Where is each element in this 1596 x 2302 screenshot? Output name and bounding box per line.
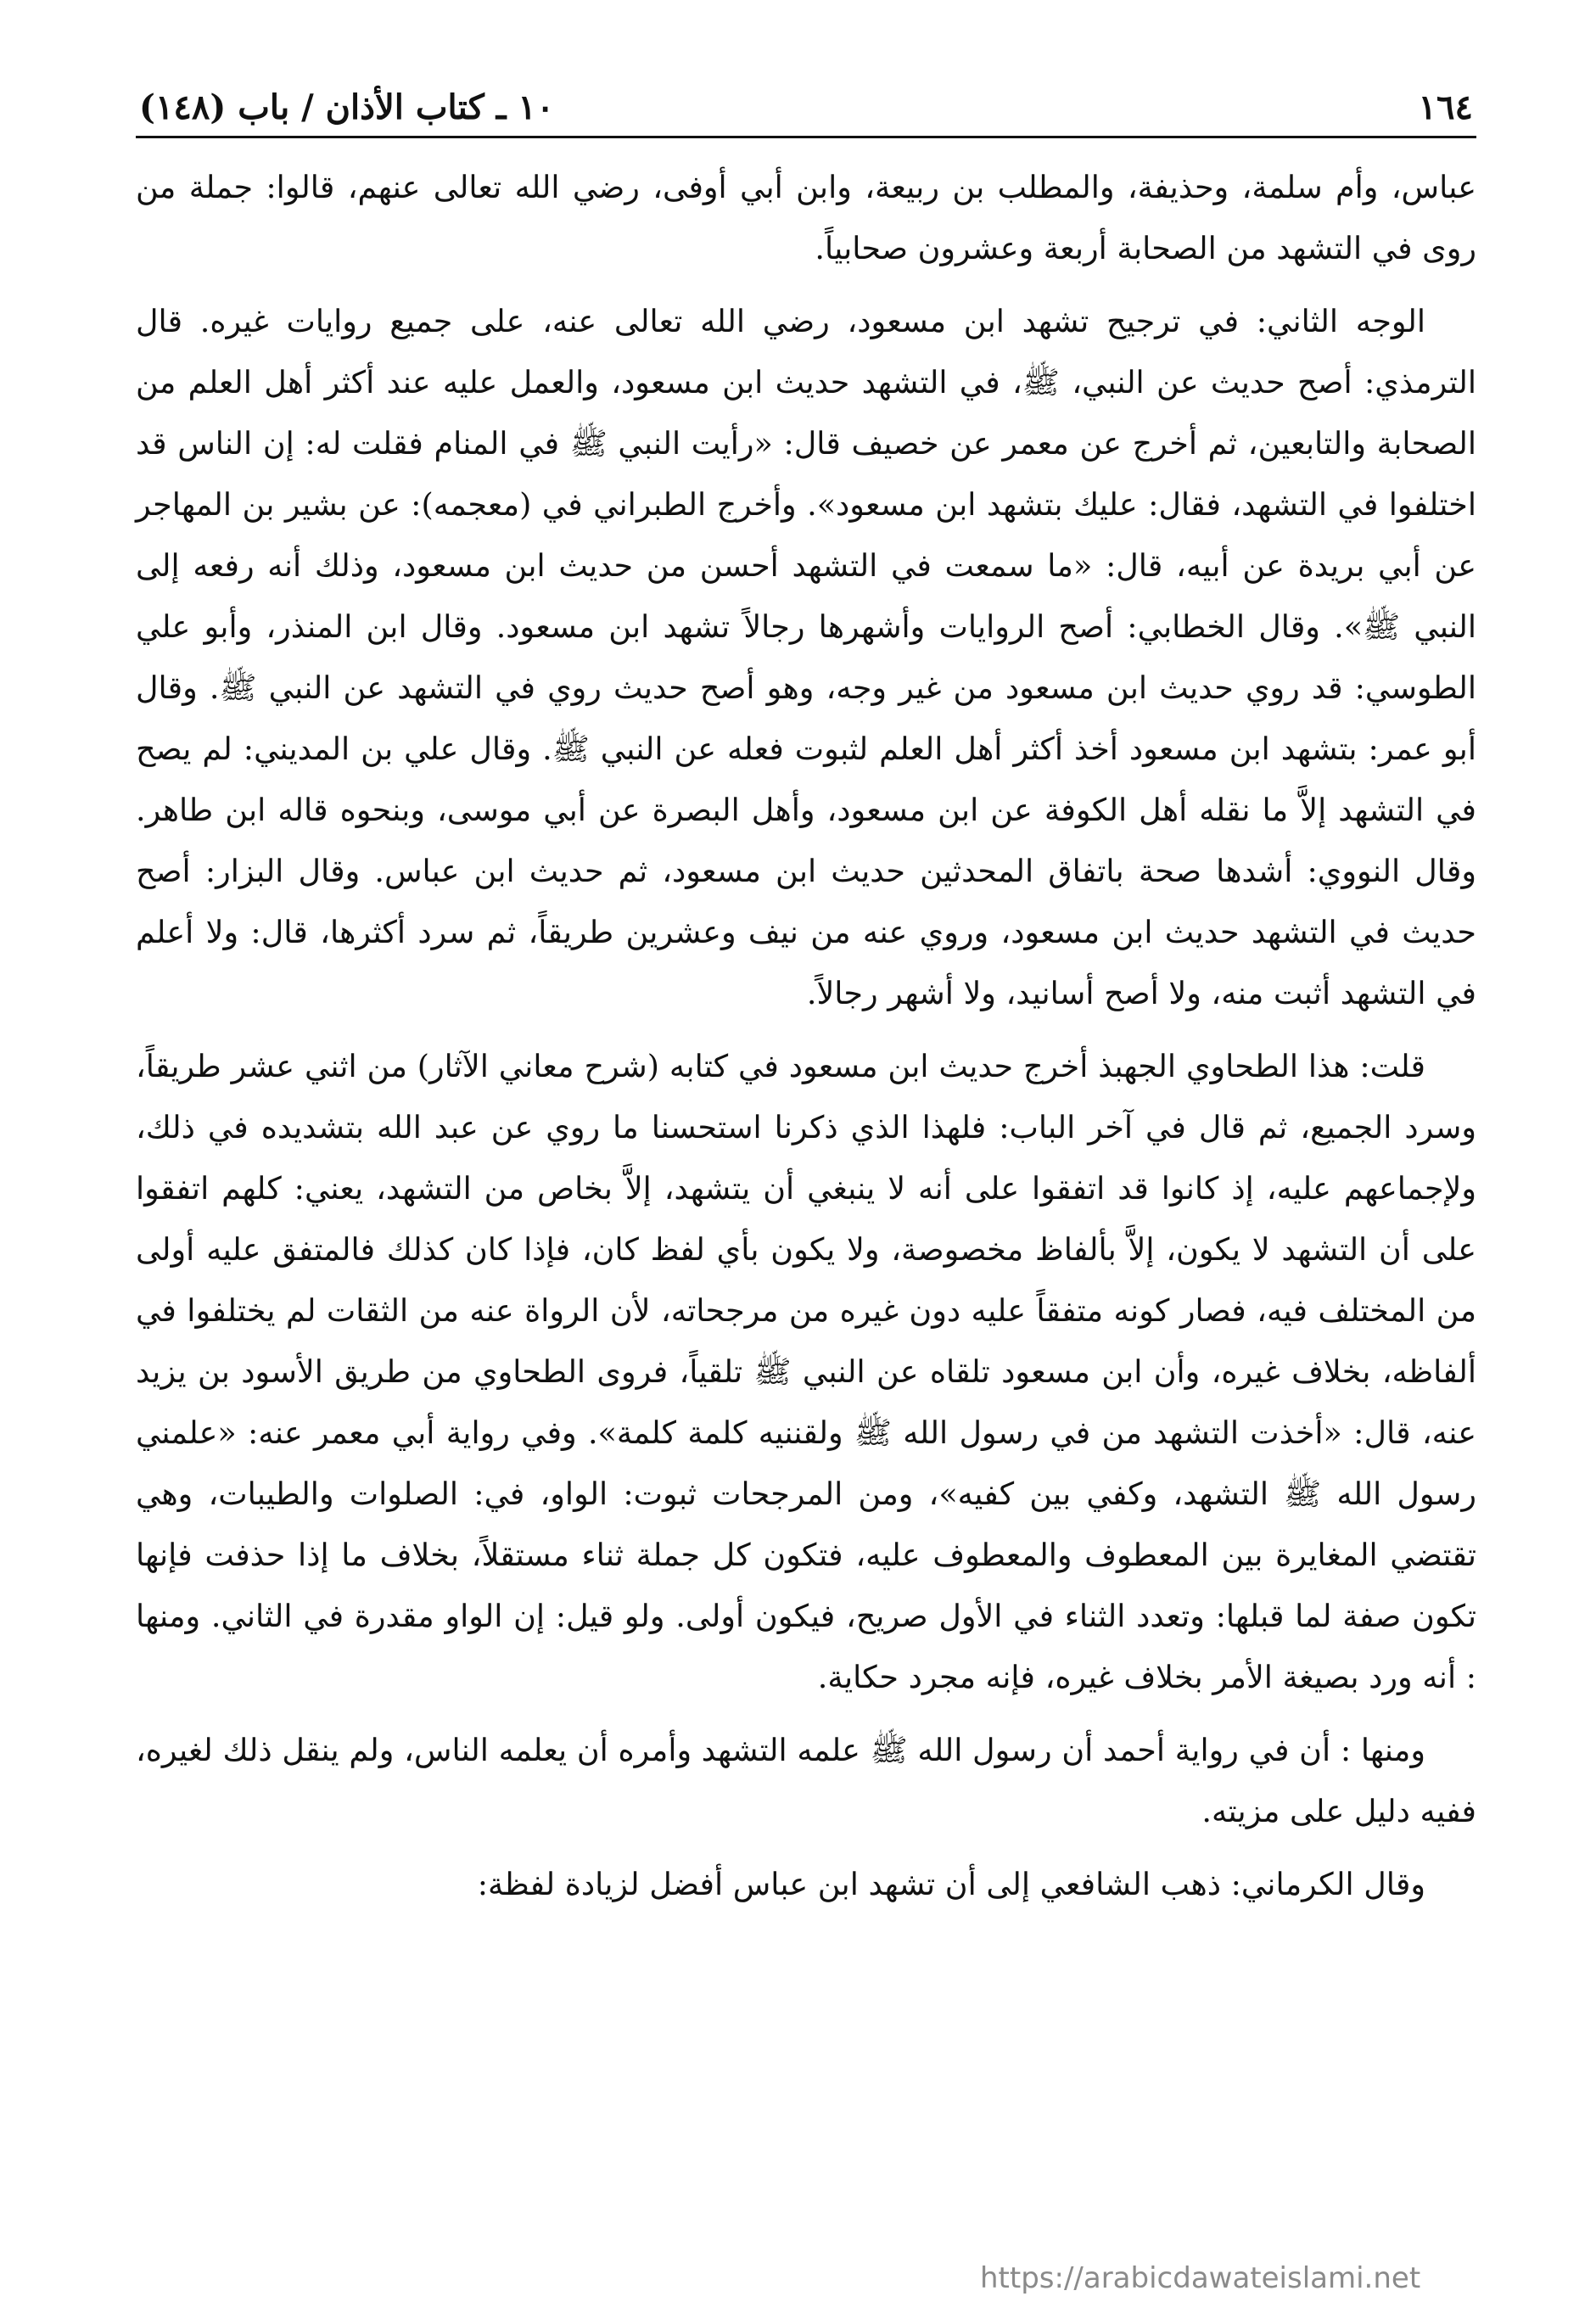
paragraph-1: عباس، وأم سلمة، وحذيفة، والمطلب بن ربيعة، وابن أبي أوفى، رضي الله تعالى عنهم، قالوا: جملة من روى في التشهد من الصحابة أربعة وعشرون صحابياً. bbox=[136, 169, 1476, 266]
watermark-url: https://arabicdawateislami.net bbox=[980, 2261, 1421, 2295]
chapter-title: ١٠ ـ كتاب الأذان / باب (١٤٨) bbox=[139, 87, 555, 127]
page-number: ١٦٤ bbox=[1418, 87, 1473, 127]
paragraph-2: الوجه الثاني: في ترجيح تشهد ابن مسعود، رضي الله تعالى عنه، على جميع روايات غيره. قال الترمذي: أصح حديث عن النبي، ﷺ، في التشهد حديث ابن مسعود، والعمل عليه عند أكثر أهل العلم من الصحابة والتابعين، ثم أخرج عن معمر عن خصيف قال: «رأيت النبي ﷺ في المنام فقلت له: إن الناس قد اختلفوا في التشهد، فقال: عليك بتشهد ابن مسعود». وأخرج الطبراني في (معجمه): عن بشير بن المهاجر عن أبي بريدة عن أبيه، قال: «ما سمعت في التشهد أحسن من حديث ابن مسعود، وذلك أنه رفعه إلى النبي ﷺ». وقال الخطابي: أصح الروايات وأشهرها رجالاً تشهد ابن مسعود. وقال ابن المنذر، وأبو علي الطوسي: قد روي حديث ابن مسعود من غير وجه، وهو أصح حديث روي في التشهد عن النبي ﷺ. وقال أبو عمر: بتشهد ابن مسعود أخذ أكثر أهل العلم لثبوت فعله عن النبي ﷺ. وقال علي بن المديني: لم يصح في التشهد إلاَّ ما نقله أهل الكوفة عن ابن مسعود، وأهل البصرة عن أبي موسى، وبنحوه قاله ابن طاهر. وقال النووي: أشدها صحة باتفاق المحدثين حديث ابن مسعود، ثم حديث ابن عباس. وقال البزار: أصح حديث في التشهد حديث ابن مسعود، وروي عنه من نيف وعشرين طريقاً، ثم سرد أكثرها، قال: ولا أعلم في التشهد أثبت منه، ولا أصح أسانيد، ولا أشهر رجالاً. bbox=[136, 303, 1476, 1011]
paragraph-3: قلت: هذا الطحاوي الجهبذ أخرج حديث ابن مسعود في كتابه (شرح معاني الآثار) من اثني عشر طريقاً، وسرد الجميع، ثم قال في آخر الباب: فلهذا الذي ذكرنا استحسنا ما روي عن عبد الله بتشديده في ذلك، ولإجماعهم عليه، إذ كانوا قد اتفقوا على أنه لا ينبغي أن يتشهد، إلاَّ بخاص من التشهد، يعني: كلهم اتفقوا على أن التشهد لا يكون، إلاَّ بألفاظ مخصوصة، ولا يكون بأي لفظ كان، فإذا كان كذلك فالمتفق عليه أولى من المختلف فيه، فصار كونه متفقاً عليه دون غيره من مرجحاته، لأن الرواة عنه من الثقات لم يختلفوا في ألفاظه، بخلاف غيره، وأن ابن مسعود تلقاه عن النبي ﷺ تلقياً، فروى الطحاوي من طريق الأسود بن يزيد عنه، قال: «أخذت التشهد من في رسول الله ﷺ ولقننيه كلمة كلمة». وفي رواية أبي معمر عنه: «علمني رسول الله ﷺ التشهد، وكفي بين كفيه»، ومن المرجحات ثبوت: الواو، في: الصلوات والطيبات، وهي تقتضي المغايرة بين المعطوف والمعطوف عليه، فتكون كل جملة ثناء مستقلاً، بخلاف ما إذا حذفت فإنها تكون صفة لما قبلها: وتعدد الثناء في الأول صريح، فيكون أولى. ولو قيل: إن الواو مقدرة في الثاني. ومنها : أنه ورد بصيغة الأمر بخلاف غيره، فإنه مجرد حكاية. bbox=[136, 1048, 1476, 1695]
paragraph-4: ومنها : أن في رواية أحمد أن رسول الله ﷺ علمه التشهد وأمره أن يعلمه الناس، ولم ينقل ذلك لغيره، ففيه دليل على مزيته. bbox=[136, 1732, 1476, 1829]
page-header bbox=[136, 68, 1476, 138]
book-page bbox=[136, 68, 1476, 1915]
paragraph-5: وقال الكرماني: ذهب الشافعي إلى أن تشهد ابن عباس أفضل لزيادة لفظة: bbox=[477, 1866, 1425, 1902]
